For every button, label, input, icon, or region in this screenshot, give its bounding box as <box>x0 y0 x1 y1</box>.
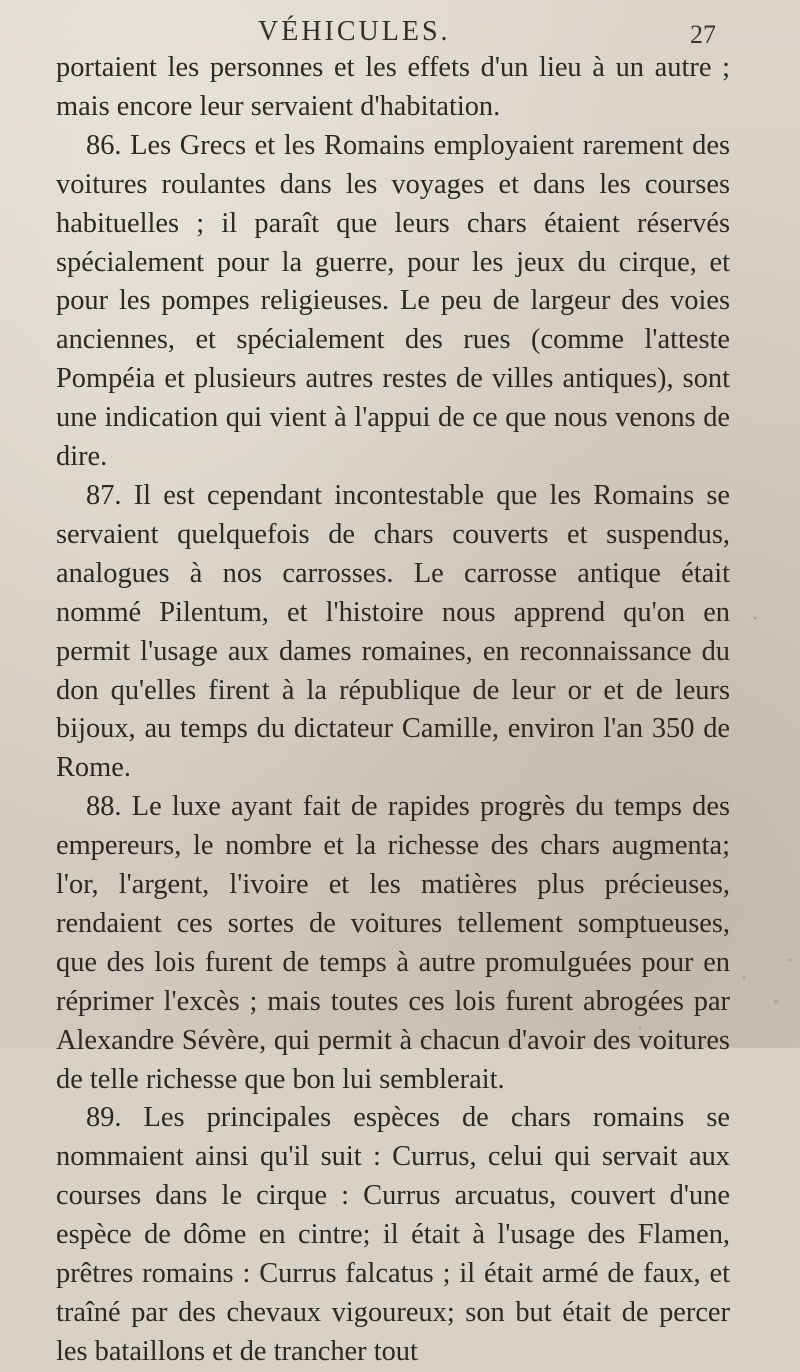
page-number: 27 <box>690 20 716 49</box>
paragraph-89: 89. Les principales espèces de chars romains se nommaient ainsi qu'il suit : Currus, celui qui servait aux courses dans le cirque : Currus arcuatus, couvert d'une espèce de dôme en cintre; il était à l'usage des Flamen, prêtres romains : Currus falcatus ; il était armé de faux, et traîné par des chevaux vigoureux; son but était de percer les bataillons et de trancher tout <box>56 1102 730 1367</box>
paragraph-continued: portaient les personnes et les effets d'un lieu à un autre ; mais encore leur servaient d'habitation. <box>56 52 730 122</box>
body-text <box>56 49 730 1372</box>
paragraph-86: 86. Les Grecs et les Romains employaient rarement des voitures roulantes dans les voyages et dans les courses habituelles ; il paraît que leurs chars étaient réservés spécialement pour la guerre, pour les jeux du cirque, et pour les pompes religieuses. Le peu de largeur des voies anciennes, et spécialement des rues (comme l'atteste Pompéia et plusieurs autres restes de villes antiques), sont une indication qui vient à l'appui de ce que nous venons de dire. <box>56 129 730 473</box>
running-head <box>0 12 800 52</box>
paragraph-87: 87. Il est cependant incontestable que les Romains se servaient quelquefois de chars couverts et suspendus, analogues à nos carrosses. Le carrosse antique était nommé Pilentum, et l'histoire nous apprend qu'on en permit l'usage aux dames romaines, en reconnaissance du don qu'elles firent à la république de leur or et de leurs bijoux, au temps du dictateur Camille, environ l'an 350 de Rome. <box>56 479 730 784</box>
running-head-title: VÉHICULES. <box>258 16 451 47</box>
paragraph-88: 88. Le luxe ayant fait de rapides progrès du temps des empereurs, le nombre et la richesse des chars augmenta; l'or, l'argent, l'ivoire et les matières plus précieuses, rendaient ces sortes de voitures tellement somptueuses, que des lois furent de temps à autre promulguées pour en réprimer l'excès ; mais toutes ces lois furent abrogées par Alexandre Sévère, qui permit à chacun d'avoir des voitures de telle richesse que bon lui semblerait. <box>56 791 730 1095</box>
